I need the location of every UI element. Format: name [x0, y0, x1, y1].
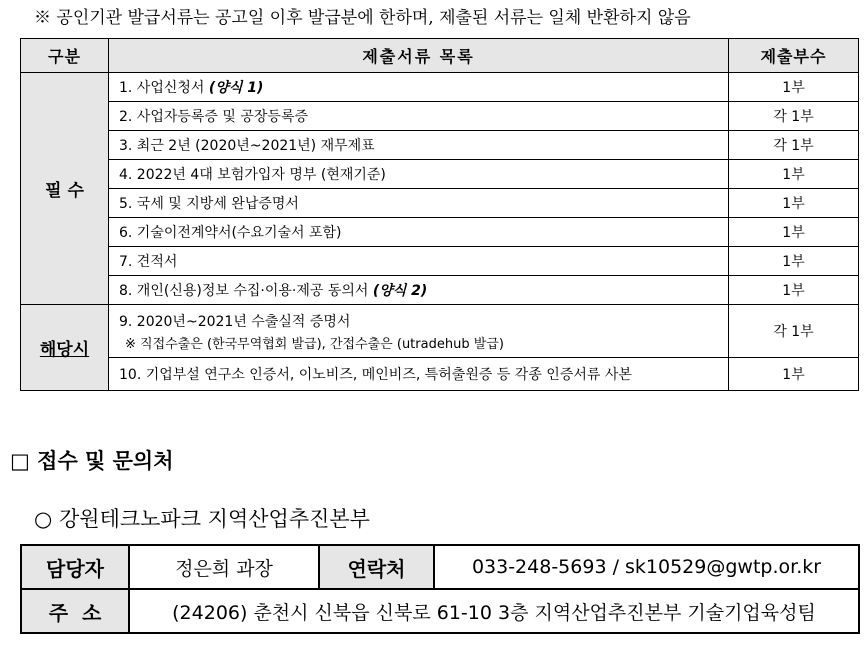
document-item: 6. 기술이전계약서(수요기술서 포함) — [109, 218, 729, 247]
document-item: 7. 견적서 — [109, 247, 729, 276]
table-row — [21, 218, 859, 247]
address-label: 주 소 — [21, 589, 129, 633]
document-item: 3. 최근 2년 (2020년~2021년) 재무제표 — [109, 131, 729, 160]
document-item-note: ※ 직접수출은 (한국무역협회 발급), 간접수출은 (utradehub 발급) — [125, 336, 504, 352]
table-row — [21, 358, 859, 391]
copies-cell: 1부 — [729, 218, 859, 247]
copies-cell: 각 1부 — [729, 102, 859, 131]
contact-row — [21, 545, 859, 589]
header-document-list: 제출서류 목록 — [109, 39, 729, 73]
table-row — [21, 131, 859, 160]
table-row — [21, 160, 859, 189]
phone-label: 연락처 — [319, 545, 434, 589]
document-item: 2. 사업자등록증 및 공장등록증 — [109, 102, 729, 131]
document-item: 9. 2020년~2021년 수출실적 증명서 ※ 직접수출은 (한국무역협회 발급), 간접수출은 (utradehub 발급) — [109, 305, 729, 358]
section-title: □ 접수 및 문의처 — [10, 448, 174, 473]
copies-cell: 1부 — [729, 247, 859, 276]
table-row — [21, 102, 859, 131]
manager-label: 담당자 — [21, 545, 129, 589]
copies-cell: 1부 — [729, 160, 859, 189]
address-value: (24206) 춘천시 신북읍 신북로 61-10 3층 지역산업추진본부 기술기업육성팀 — [129, 589, 859, 633]
group-required: 필 수 — [21, 73, 109, 305]
copies-cell: 각 1부 — [729, 305, 859, 358]
document-item: 10. 기업부설 연구소 인증서, 이노비즈, 메인비즈, 특허출원증 등 각종 인증서류 사본 — [109, 358, 729, 391]
address-row — [21, 589, 859, 633]
table-row — [21, 189, 859, 218]
document-item: 1. 사업신청서 (양식 1) — [109, 73, 729, 102]
copies-cell: 1부 — [729, 73, 859, 102]
table-row — [21, 247, 859, 276]
table-row — [21, 73, 859, 102]
document-item: 4. 2022년 4대 보험가입자 명부 (현재기준) — [109, 160, 729, 189]
document-item: 8. 개인(신용)정보 수집·이용·제공 동의서 (양식 2) — [109, 276, 729, 305]
header-category: 구분 — [21, 39, 109, 73]
notice-text: ※ 공인기관 발급서류는 공고일 이후 발급분에 한하며, 제출된 서류는 일체 반환하지 않음 — [34, 8, 691, 28]
document-item: 5. 국세 및 지방세 완납증명서 — [109, 189, 729, 218]
copies-cell: 1부 — [729, 189, 859, 218]
documents-table — [20, 38, 859, 391]
table-row — [21, 276, 859, 305]
copies-cell: 1부 — [729, 358, 859, 391]
header-copies: 제출부수 — [729, 39, 859, 73]
copies-cell: 각 1부 — [729, 131, 859, 160]
copies-cell: 1부 — [729, 276, 859, 305]
group-if-applicable: 해당시 — [21, 305, 109, 391]
phone-value: 033-248-5693 / sk10529@gwtp.or.kr — [434, 545, 859, 589]
manager-value: 정은희 과장 — [129, 545, 319, 589]
contact-table — [20, 544, 860, 634]
table-header-row — [21, 39, 859, 73]
organization-name: ○ 강원테크노파크 지역산업추진본부 — [34, 507, 370, 531]
table-row — [21, 305, 859, 358]
